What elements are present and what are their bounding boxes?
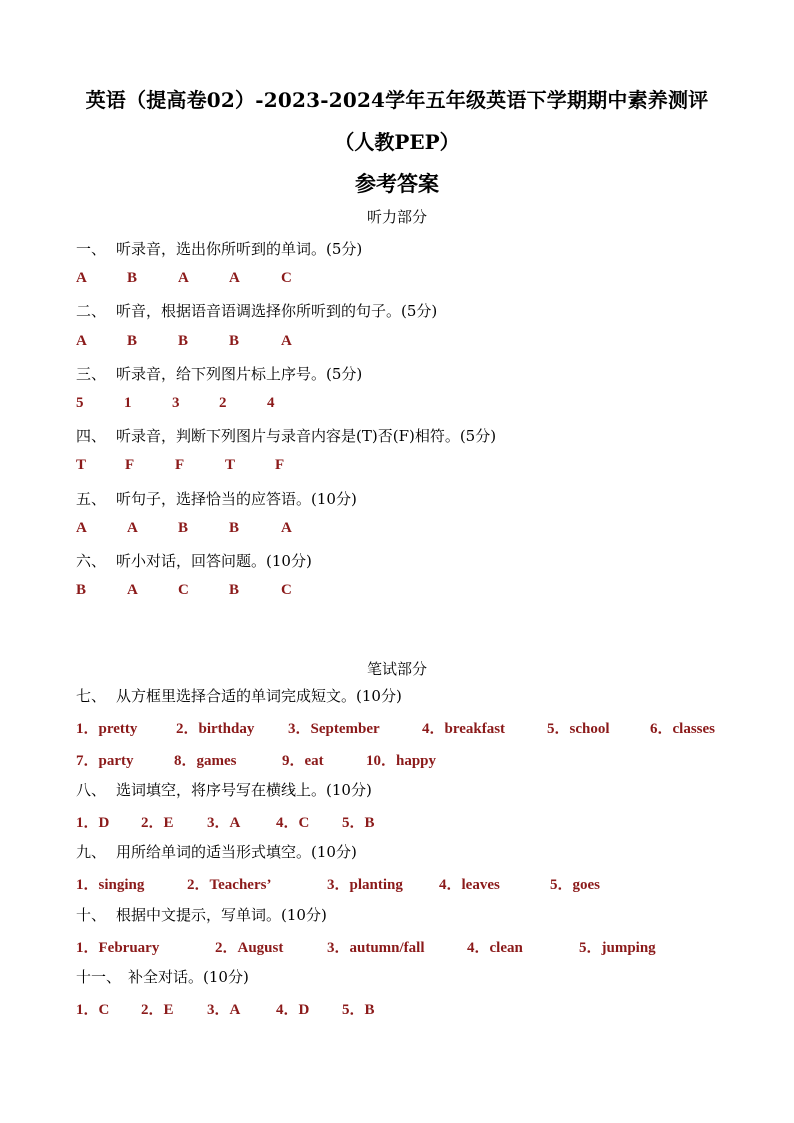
answer: 2．Teachers’ [187,877,272,893]
answer: A [229,270,240,286]
question-number: 一、 [76,240,107,258]
document-subtitle: （人教PEP） [334,130,460,154]
answer: 2．E [141,1002,174,1018]
question-10 [76,904,327,925]
answer: 5．school [547,721,610,737]
answer: B [76,582,87,598]
answer: 10．happy [366,753,437,769]
answer: T [225,457,236,473]
answer: 2．August [215,940,284,956]
question-number: 八、 [76,781,107,799]
answer: A [127,520,138,536]
answer: 4．C [276,815,310,831]
answer: 7．party [76,753,134,769]
question-9 [76,841,357,862]
question-text: 补全对话。(10分) [128,968,249,986]
answer: 4．breakfast [422,721,506,737]
answer: B [229,582,240,598]
answer: 3．A [207,815,241,831]
question-text: 听录音，选出你所听到的单词。(5分) [116,240,363,258]
question-number: 十一、 [76,968,122,986]
answer: A [178,270,189,286]
answer: A [76,333,87,349]
question-text: 听录音，给下列图片标上序号。(5分) [116,365,363,383]
question-3 [76,363,362,384]
answer: C [178,582,189,598]
question-text: 听录音，判断下列图片与录音内容是(T)否(F)相符。(5分) [116,427,497,445]
question-11 [76,966,249,987]
answer: 1 [124,395,132,411]
listening-section-heading: 听力部分 [366,208,427,226]
question-text: 听音，根据语音语调选择你所听到的句子。(5分) [116,302,438,320]
answer: 2 [219,395,227,411]
question-text: 听小对话，回答问题。(10分) [116,552,312,570]
question-number: 二、 [76,302,107,320]
answer: 5．jumping [579,940,656,956]
answer: 4．leaves [439,877,500,893]
answer: A [281,333,292,349]
question-text: 选词填空，将序号写在横线上。(10分) [116,781,372,799]
question-1 [76,238,362,259]
answer: 5 [76,395,84,411]
question-number: 五、 [76,490,107,508]
answer: F [125,457,135,473]
answer: A [76,520,87,536]
question-number: 九、 [76,843,107,861]
answer: 5．B [342,1002,375,1018]
answer: A [281,520,292,536]
question-4 [76,425,496,446]
question-number: 十、 [76,906,107,924]
answer: C [281,582,292,598]
answer: 3．planting [327,877,403,893]
question-number: 七、 [76,687,107,705]
answer: 3．autumn/fall [327,940,425,956]
question-text: 从方框里选择合适的单词完成短文。(10分) [116,687,402,705]
answer: B [127,333,138,349]
question-number: 六、 [76,552,107,570]
answer: A [127,582,138,598]
answer: T [76,457,87,473]
answer: B [178,333,189,349]
document-title: 英语（提高卷02）-2023-2024学年五年级英语下学期期中素养测评 [85,88,709,112]
answer: 1．February [76,940,160,956]
answer: 3．A [207,1002,241,1018]
question-6 [76,550,312,571]
answer: 1．pretty [76,721,138,737]
question-8 [76,779,372,800]
writing-section-heading: 笔试部分 [366,660,427,678]
question-2 [76,300,437,321]
answer: 5．goes [550,877,600,893]
question-text: 用所给单词的适当形式填空。(10分) [116,843,357,861]
answer: B [229,333,240,349]
question-7 [76,685,402,706]
answer: 1．D [76,815,110,831]
answer: 9．eat [282,753,324,769]
question-number: 三、 [76,365,107,383]
answer: 4．clean [467,940,523,956]
question-5 [76,488,357,509]
answer: 5．B [342,815,375,831]
answer: 2．birthday [176,721,255,737]
answer: F [275,457,285,473]
answer: 4 [267,395,275,411]
answer: B [178,520,189,536]
question-number: 四、 [76,427,107,445]
question-text: 听句子，选择恰当的应答语。(10分) [116,490,357,508]
answer: C [281,270,292,286]
answer: 3．September [288,721,380,737]
answer: 2．E [141,815,174,831]
answer: B [229,520,240,536]
answer: F [175,457,185,473]
answer: 8．games [174,753,237,769]
answer-key-heading: 参考答案 [355,171,439,196]
question-text: 根据中文提示，写单词。(10分) [116,906,327,924]
answer: 4．D [276,1002,310,1018]
answer: 3 [172,395,180,411]
answer: 6．classes [650,721,715,737]
answer: A [76,270,87,286]
answer: 1．singing [76,877,145,893]
answer: 1．C [76,1002,110,1018]
answer: B [127,270,138,286]
